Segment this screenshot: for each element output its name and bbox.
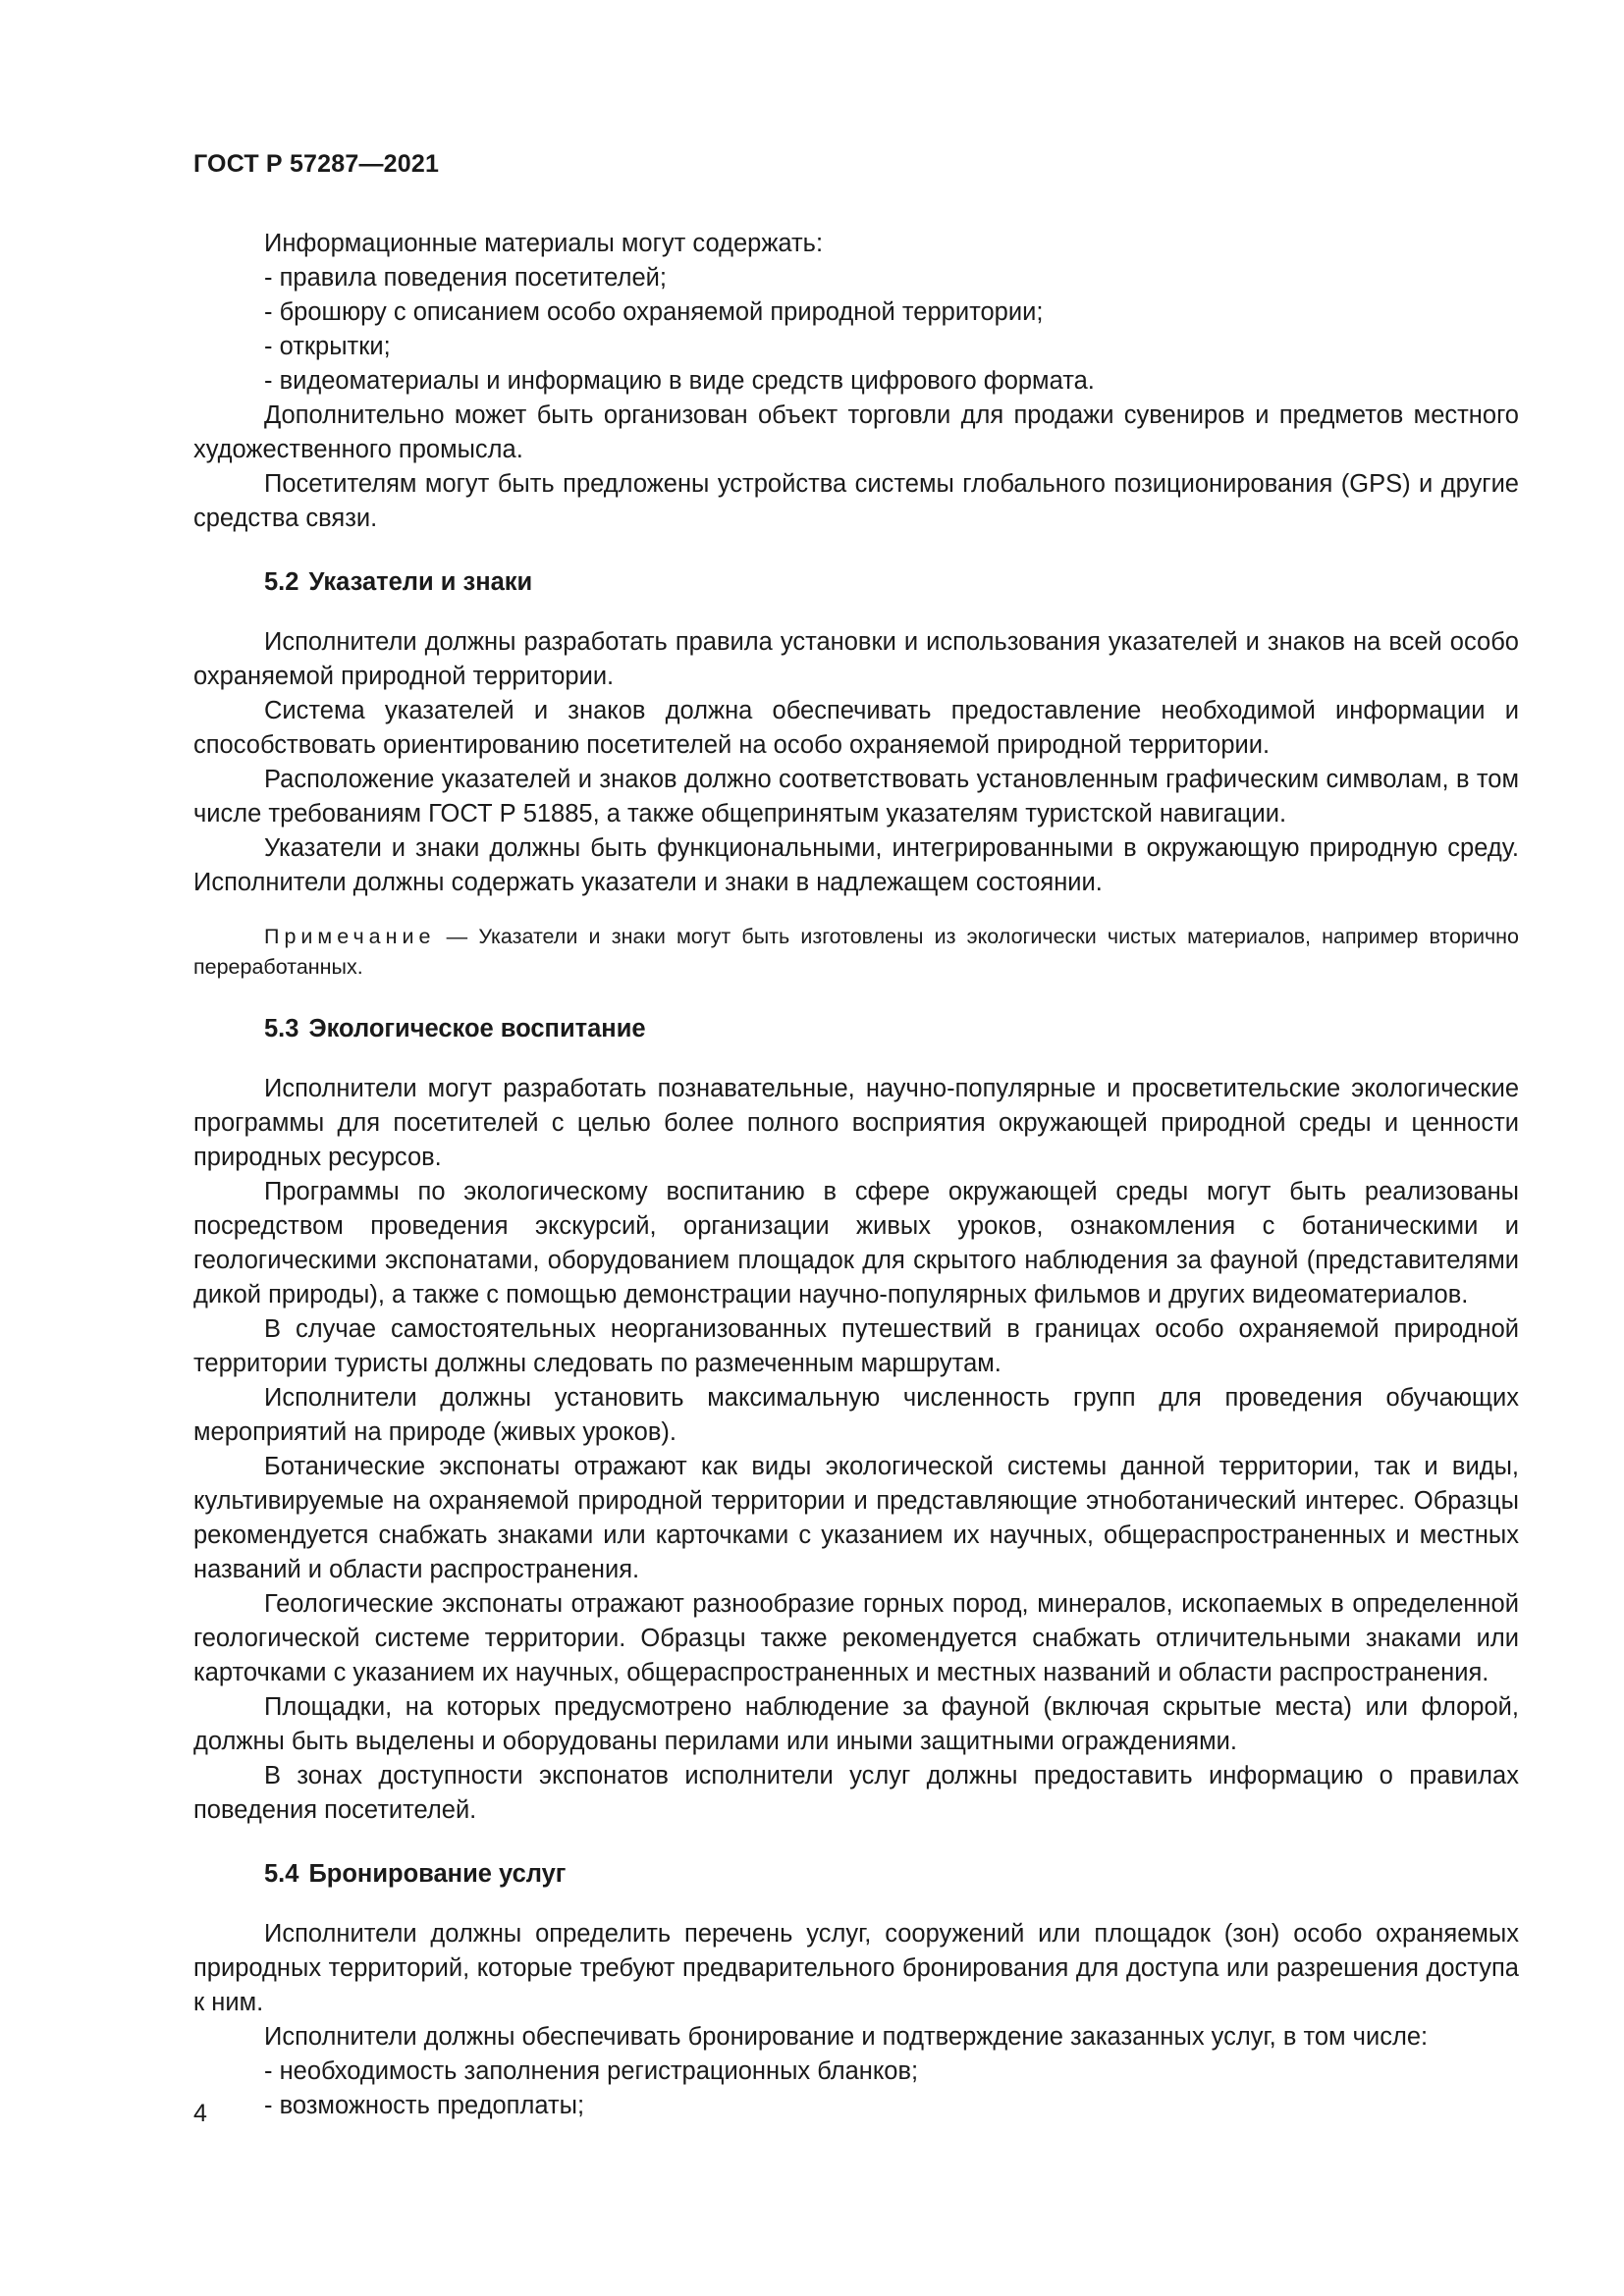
paragraph: Ботанические экспонаты отражают как виды экологической системы данной территории, так и виды, культивируемые на охраняемой природной территории и представляющие этноботанический интерес. Образцы рекомендуется снабжать знаками или карточками с указанием их научных, общераспространенных и местных названий и области распространения.: [193, 1453, 1519, 1583]
list-item: - возможность предоплаты;: [264, 2092, 585, 2119]
section-title: Экологическое воспитание: [308, 1015, 646, 1042]
paragraph: Геологические экспонаты отражают разнообразие горных пород, минералов, ископаемых в определенной геологической системе территории. Образцы также рекомендуется снабжать отличительными знаками или карточками с указанием их научных, общераспространенных и местных названий и области распространения.: [193, 1590, 1519, 1686]
section-heading-5-2: [193, 565, 1519, 600]
note-text: — Указатели и знаки могут быть изготовлены из экологически чистых материалов, например вторично переработанных.: [193, 925, 1519, 979]
paragraph: Исполнители должны определить перечень услуг, сооружений или площадок (зон) особо охраняемых природных территорий, которые требуют предварительного бронирования для доступа или разрешения доступа к ним.: [193, 1920, 1519, 2016]
page-number: 4: [193, 2100, 207, 2127]
paragraph: Исполнители могут разработать познавательные, научно-популярные и просветительские экологические программы для посетителей с целью более полного восприятия окружающей природной среды и ценности природных ресурсов.: [193, 1075, 1519, 1171]
section-number: 5.2: [264, 568, 299, 596]
paragraph: Программы по экологическому воспитанию в сфере окружающей среды могут быть реализованы посредством проведения экскурсий, организации живых уроков, ознакомления с ботаническими и геологическими экспонатами, оборудованием площадок для скрытого наблюдения за фауной (представителями дикой природы), а также с помощью демонстрации научно-популярных фильмов и других видеоматериалов.: [193, 1178, 1519, 1308]
page-content: [193, 227, 1519, 2123]
list-item: - правила поведения посетителей;: [264, 264, 667, 292]
paragraph: В случае самостоятельных неорганизованных путешествий в границах особо охраняемой природной территории туристы должны следовать по размеченным маршрутам.: [193, 1315, 1519, 1377]
list-item: - необходимость заполнения регистрационных бланков;: [264, 2057, 919, 2085]
paragraph: Дополнительно может быть организован объект торговли для продажи сувениров и предметов местного художественного промысла.: [193, 401, 1519, 463]
section-heading-5-4: [193, 1857, 1519, 1892]
section-title: Указатели и знаки: [308, 568, 533, 596]
paragraph: Посетителям могут быть предложены устройства системы глобального позиционирования (GPS) и другие средства связи.: [193, 470, 1519, 532]
section-heading-5-3: [193, 1012, 1519, 1046]
paragraph: Расположение указателей и знаков должно соответствовать установленным графическим символам, в том числе требованиям ГОСТ Р 51885, а также общепринятым указателям туристской навигации.: [193, 766, 1519, 828]
paragraph: Система указателей и знаков должна обеспечивать предоставление необходимой информации и способствовать ориентированию посетителей на особо охраняемой природной территории.: [193, 697, 1519, 759]
paragraph: Исполнители должны установить максимальную численность групп для проведения обучающих мероприятий на природе (живых уроков).: [193, 1384, 1519, 1446]
note: [193, 922, 1519, 983]
section-number: 5.4: [264, 1860, 299, 1888]
note-label: Примечание: [264, 925, 436, 948]
document-code-header: ГОСТ Р 57287—2021: [193, 150, 440, 178]
list-item: - брошюру с описанием особо охраняемой природной территории;: [264, 298, 1044, 326]
paragraph: Исполнители должны разработать правила установки и использования указателей и знаков на всей особо охраняемой природной территории.: [193, 628, 1519, 690]
section-number: 5.3: [264, 1015, 299, 1042]
section-title: Бронирование услуг: [308, 1860, 567, 1888]
list-item: - видеоматериалы и информацию в виде средств цифрового формата.: [264, 367, 1095, 395]
paragraph: В зонах доступности экспонатов исполнители услуг должны предоставить информацию о правилах поведения посетителей.: [193, 1762, 1519, 1824]
paragraph: Площадки, на которых предусмотрено наблюдение за фауной (включая скрытые места) или флорой, должны быть выделены и оборудованы перилами или иными защитными ограждениями.: [193, 1693, 1519, 1755]
paragraph: Указатели и знаки должны быть функциональными, интегрированными в окружающую природную среду. Исполнители должны содержать указатели и знаки в надлежащем состоянии.: [193, 834, 1519, 896]
list-item: - открытки;: [264, 333, 391, 360]
paragraph: Исполнители должны обеспечивать бронирование и подтверждение заказанных услуг, в том числе:: [264, 2023, 1429, 2051]
intro-lead: Информационные материалы могут содержать:: [264, 230, 824, 257]
